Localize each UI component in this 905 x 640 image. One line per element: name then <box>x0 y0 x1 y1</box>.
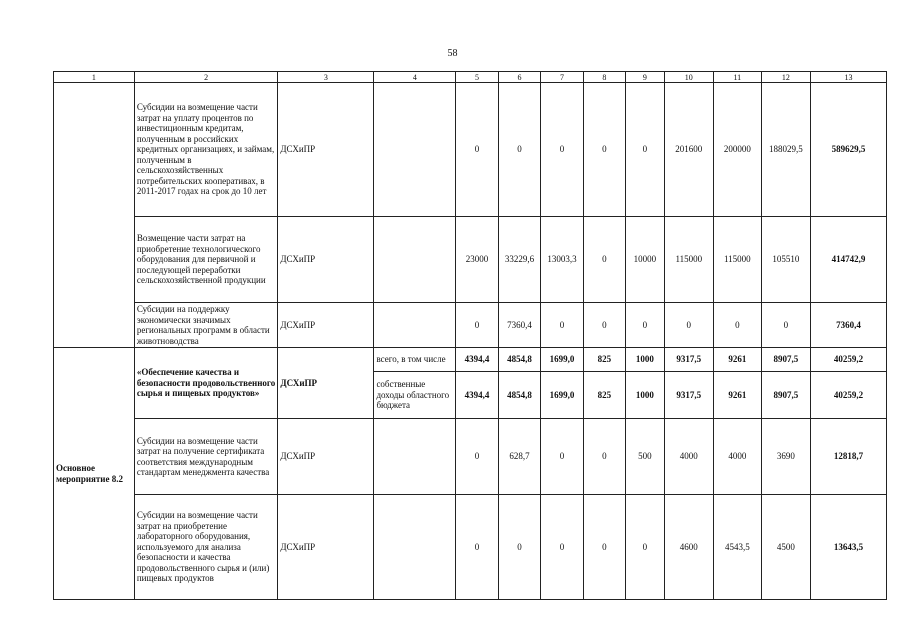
value-cell: 4543,5 <box>714 495 762 600</box>
column-header: 10 <box>664 72 714 83</box>
total-cell: 414742,9 <box>811 217 887 303</box>
value-cell: 115000 <box>714 217 762 303</box>
value-cell: 3690 <box>761 419 811 495</box>
row-executor: ДСХиПР <box>278 495 374 600</box>
value-cell: 0 <box>626 495 664 600</box>
table-row <box>54 495 887 600</box>
measure-row <box>54 348 887 372</box>
value-cell: 0 <box>456 495 498 600</box>
column-header: 13 <box>811 72 887 83</box>
value-cell: 0 <box>714 303 762 348</box>
total-cell: 40259,2 <box>811 372 887 419</box>
row-executor: ДСХиПР <box>278 83 374 217</box>
value-cell: 0 <box>541 303 583 348</box>
value-cell: 0 <box>626 303 664 348</box>
row-description: Возмещение части затрат на приобретение технологического оборудования для первичной и последующей переработки сельскохозяйственной продукции <box>134 217 278 303</box>
table-row <box>54 303 887 348</box>
column-header: 9 <box>626 72 664 83</box>
row-description: Субсидии на возмещение части затрат на приобретение лабораторного оборудования, используемого для анализа безопасности и качества продовольственного сырья и (или) пищевых продуктов <box>134 495 278 600</box>
value-cell: 0 <box>541 419 583 495</box>
value-cell: 0 <box>541 495 583 600</box>
value-cell: 500 <box>626 419 664 495</box>
empty-cell <box>374 83 456 217</box>
row-description: Субсидии на возмещение части затрат на уплату процентов по инвестиционным кредитам, полученным в российских кредитных организациях, и займам, полученным в сельскохозяйственных потребительских кооперативах, в 2011-2017 годах на срок до 10 лет <box>134 83 278 217</box>
column-header: 6 <box>498 72 540 83</box>
value-cell: 105510 <box>761 217 811 303</box>
column-header: 11 <box>714 72 762 83</box>
value-cell: 4394,4 <box>456 372 498 419</box>
empty-cell <box>374 419 456 495</box>
value-cell: 0 <box>456 83 498 217</box>
column-header: 5 <box>456 72 498 83</box>
budget-table <box>53 71 887 600</box>
page-number: 58 <box>447 48 458 59</box>
value-cell: 0 <box>761 303 811 348</box>
column-header: 12 <box>761 72 811 83</box>
value-cell: 0 <box>583 419 625 495</box>
value-cell: 0 <box>498 495 540 600</box>
row-description: Субсидии на поддержку экономически значимых региональных программ в области животноводства <box>134 303 278 348</box>
value-cell: 4000 <box>664 419 714 495</box>
total-cell: 589629,5 <box>811 83 887 217</box>
empty-cell <box>374 217 456 303</box>
measure-label: Основное мероприятие 8.2 <box>54 348 135 600</box>
value-cell: 9261 <box>714 372 762 419</box>
value-cell: 825 <box>583 372 625 419</box>
row-executor: ДСХиПР <box>278 303 374 348</box>
table-row <box>54 217 887 303</box>
value-cell: 23000 <box>456 217 498 303</box>
column-header: 7 <box>541 72 583 83</box>
column-header: 1 <box>54 72 135 83</box>
value-cell: 1699,0 <box>541 348 583 372</box>
table-row <box>54 419 887 495</box>
value-cell: 628,7 <box>498 419 540 495</box>
column-header: 3 <box>278 72 374 83</box>
value-cell: 9261 <box>714 348 762 372</box>
value-cell: 4394,4 <box>456 348 498 372</box>
value-cell: 0 <box>541 83 583 217</box>
value-cell: 7360,4 <box>498 303 540 348</box>
value-cell: 115000 <box>664 217 714 303</box>
value-cell: 9317,5 <box>664 372 714 419</box>
empty-cell <box>54 83 135 348</box>
value-cell: 4854,8 <box>498 372 540 419</box>
total-cell: 7360,4 <box>811 303 887 348</box>
value-cell: 1000 <box>626 348 664 372</box>
table-row <box>54 83 887 217</box>
header-row <box>54 72 887 83</box>
value-cell: 0 <box>583 217 625 303</box>
empty-cell <box>374 303 456 348</box>
value-cell: 4000 <box>714 419 762 495</box>
value-cell: 10000 <box>626 217 664 303</box>
value-cell: 4854,8 <box>498 348 540 372</box>
value-cell: 201600 <box>664 83 714 217</box>
value-cell: 1000 <box>626 372 664 419</box>
column-header: 4 <box>374 72 456 83</box>
value-cell: 13003,3 <box>541 217 583 303</box>
value-cell: 188029,5 <box>761 83 811 217</box>
total-cell: 12818,7 <box>811 419 887 495</box>
value-cell: 825 <box>583 348 625 372</box>
value-cell: 33229,6 <box>498 217 540 303</box>
measure-description: «Обеспечение качества и безопасности продовольственного сырья и пищевых продуктов» <box>134 348 278 419</box>
value-cell: 0 <box>583 495 625 600</box>
total-cell: 13643,5 <box>811 495 887 600</box>
value-cell: 200000 <box>714 83 762 217</box>
row-description: Субсидии на возмещение части затрат на получение сертификата соответствия международным стандартам менеджмента качества <box>134 419 278 495</box>
row-executor: ДСХиПР <box>278 217 374 303</box>
value-cell: 0 <box>664 303 714 348</box>
value-cell: 0 <box>583 83 625 217</box>
column-header: 2 <box>134 72 278 83</box>
measure-executor: ДСХиПР <box>278 348 374 419</box>
total-cell: 40259,2 <box>811 348 887 372</box>
value-cell: 8907,5 <box>761 372 811 419</box>
source-label: собственные доходы областного бюджета <box>374 372 456 419</box>
value-cell: 0 <box>456 303 498 348</box>
value-cell: 8907,5 <box>761 348 811 372</box>
column-header: 8 <box>583 72 625 83</box>
value-cell: 1699,0 <box>541 372 583 419</box>
value-cell: 0 <box>456 419 498 495</box>
value-cell: 4500 <box>761 495 811 600</box>
empty-cell <box>374 495 456 600</box>
value-cell: 0 <box>498 83 540 217</box>
value-cell: 0 <box>583 303 625 348</box>
value-cell: 0 <box>626 83 664 217</box>
value-cell: 9317,5 <box>664 348 714 372</box>
row-executor: ДСХиПР <box>278 419 374 495</box>
source-label: всего, в том числе <box>374 348 456 372</box>
value-cell: 4600 <box>664 495 714 600</box>
